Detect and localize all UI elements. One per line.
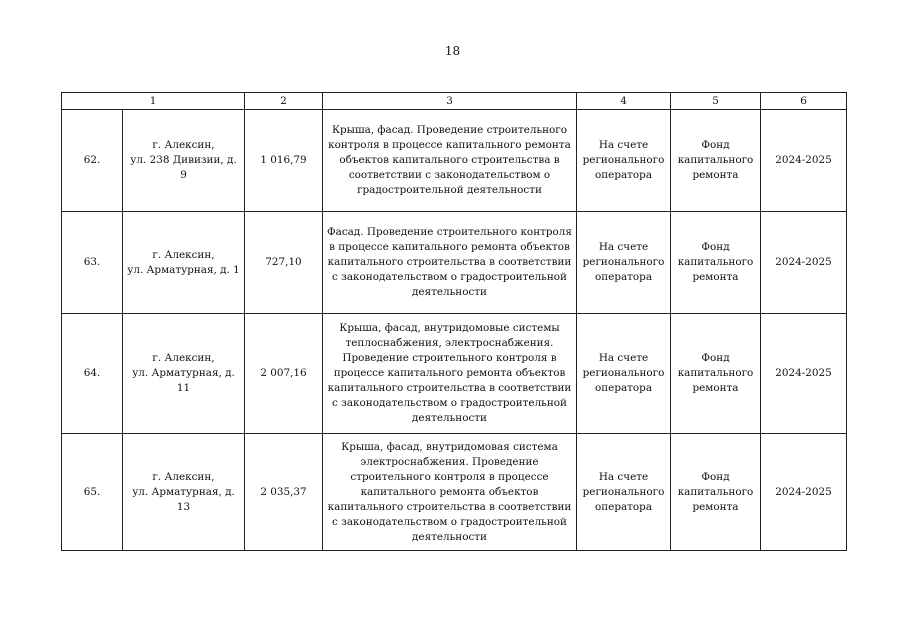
address-street: ул. Арматурная, д. 11: [132, 367, 235, 394]
repair-registry-table: [61, 92, 847, 551]
row-area: 1 016,79: [245, 110, 323, 212]
row-address: [123, 110, 245, 212]
row-period: 2024-2025: [761, 110, 847, 212]
row-fund: Фонд капитального ремонта: [671, 212, 761, 314]
row-account: На счете регионального оператора: [577, 110, 671, 212]
address-street: ул. Арматурная, д. 13: [132, 485, 235, 513]
row-address: [123, 434, 245, 551]
address-city: г. Алексин,: [152, 470, 215, 483]
row-fund: Фонд капитального ремонта: [671, 110, 761, 212]
address-city: г. Алексин,: [152, 352, 215, 364]
column-header-5: 5: [671, 93, 761, 110]
row-account: На счете регионального оператора: [577, 212, 671, 314]
row-period: 2024-2025: [761, 314, 847, 434]
row-fund: Фонд капитального ремонта: [671, 314, 761, 434]
row-account: На счете регионального оператора: [577, 434, 671, 551]
row-work-types: Крыша, фасад. Проведение строительного контроля в процессе капитального ремонта объектов капитального строительства в соответствии с законодательством о градостроительной деятельности: [323, 110, 577, 212]
row-number: 64.: [62, 314, 123, 434]
column-header-2: 2: [245, 93, 323, 110]
address-city: г. Алексин,: [152, 139, 215, 151]
column-number-row: [62, 93, 847, 110]
row-account: На счете регионального оператора: [577, 314, 671, 434]
address-street: ул. Арматурная, д. 1: [127, 263, 240, 276]
column-header-3: 3: [323, 93, 577, 110]
row-number: 65.: [62, 434, 123, 551]
column-header-6: 6: [761, 93, 847, 110]
row-work-types: Крыша, фасад, внутридомовые системы теплоснабжения, электроснабжения. Проведение строительного контроля в процессе капитального ремонта объектов капитального строительства в соответствии с законодательством о градостроительной деятельности: [323, 314, 577, 434]
column-header-1: 1: [62, 93, 245, 110]
row-address: [123, 212, 245, 314]
column-header-4: 4: [577, 93, 671, 110]
table-row: [62, 212, 847, 314]
table-row: [62, 110, 847, 212]
address-city: г. Алексин,: [152, 248, 215, 261]
row-fund: Фонд капитального ремонта: [671, 434, 761, 551]
row-address: [123, 314, 245, 434]
table-row: [62, 434, 847, 551]
row-area: 727,10: [245, 212, 323, 314]
row-period: 2024-2025: [761, 434, 847, 551]
address-street: ул. 238 Дивизии, д. 9: [130, 154, 237, 181]
row-area: 2 007,16: [245, 314, 323, 434]
row-period: 2024-2025: [761, 212, 847, 314]
row-number: 62.: [62, 110, 123, 212]
row-work-types: Фасад. Проведение строительного контроля в процессе капитального ремонта объектов капитального строительства в соответствии с законодательством о градостроительной деятельности: [323, 212, 577, 314]
row-number: 63.: [62, 212, 123, 314]
table-row: [62, 314, 847, 434]
row-area: 2 035,37: [245, 434, 323, 551]
row-work-types: Крыша, фасад, внутридомовая система электроснабжения. Проведение строительного контроля в процессе капитального ремонта объектов капитального строительства в соответствии с законодательством о градостроительной деятельности: [323, 434, 577, 551]
page-number: 18: [444, 44, 461, 58]
